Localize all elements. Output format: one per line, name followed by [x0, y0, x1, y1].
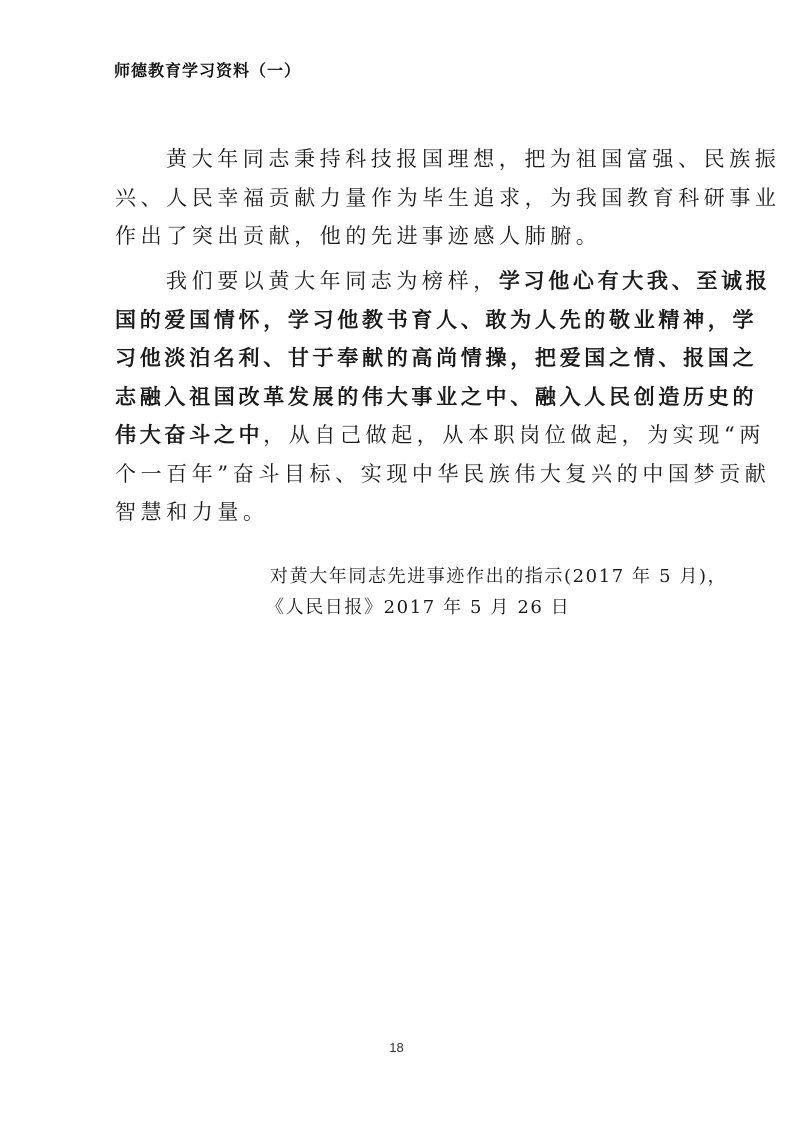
citation-publication: 《人民日报》2017 年 5 月 26 日: [266, 597, 571, 618]
emphasis-text: 习他淡泊名利、甘于奉献的高尚情操，把爱国之情、报国之: [115, 346, 758, 370]
paragraph-line: [115, 416, 765, 455]
paragraph-line: [115, 339, 758, 378]
emphasis-text: 志融入祖国改革发展的伟大事业之中、融入人民创造历史的: [115, 384, 758, 409]
emphasis-text: 国的爱国情怀，学习他教书育人、敢为人先的敬业精神，学: [115, 307, 758, 332]
citation-source: 对黄大年同志先进事迹作出的指示(2017 年 5 月)，: [270, 566, 728, 587]
paragraph-line: 个一百年”奋斗目标、实现中华民族伟大复兴的中国梦贡献: [115, 461, 771, 486]
paragraph-line: 作出了突出贡献，他的先进事迹感人肺腑。: [115, 224, 602, 248]
paragraph-2: [115, 262, 771, 532]
paragraph-line: [115, 262, 771, 301]
paragraph-line: 兴、人民幸福贡献力量作为毕生追求，为我国教育科研事业: [115, 185, 781, 210]
emphasis-text: 伟大奋斗之中: [115, 423, 264, 447]
regular-text: 我们要以黄大年同志为榜样，: [166, 269, 499, 293]
paragraph-line: 黄大年同志秉持科技报国理想，把为祖国富强、民族振: [166, 147, 781, 171]
paragraph-line: 智慧和力量。: [115, 500, 269, 524]
regular-text: ，从自己做起，从本职岗位做起，为实现“两: [263, 423, 765, 447]
paragraph-1: [115, 140, 781, 256]
paragraph-line: [115, 301, 758, 340]
page-number: 18: [389, 1040, 404, 1055]
running-header: 师德教育学习资料（一）: [114, 61, 302, 80]
paragraph-line: [115, 378, 758, 417]
emphasis-text: 学习他心有大我、至诚报: [498, 269, 771, 293]
